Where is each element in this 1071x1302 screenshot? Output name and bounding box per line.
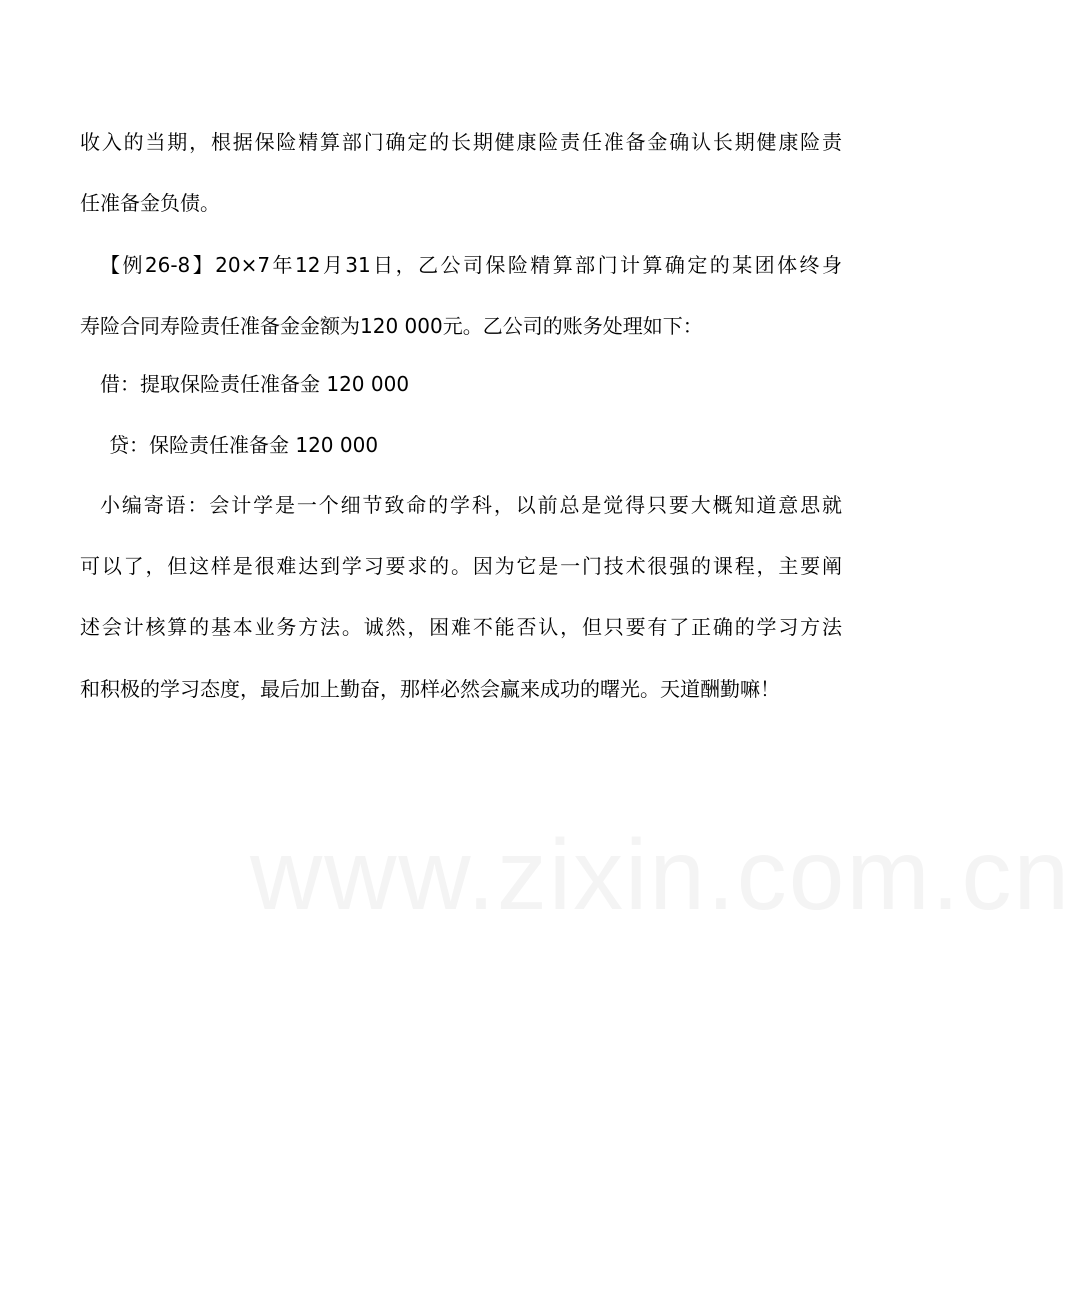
- paragraph-line: 可以了，但这样是很难达到学习要求的。因为它是一门技术很强的课程，主要阐: [80, 554, 842, 578]
- paragraph-line: 和积极的学习态度，最后加上勤奋，那样必然会赢来成功的曙光。天道酬勤嘛！: [80, 677, 780, 701]
- paragraph-line: 收入的当期，根据保险精算部门确定的长期健康险责任准备金确认长期健康险责: [80, 130, 842, 154]
- paragraph-line: 任准备金负债。: [80, 191, 220, 215]
- watermark: www.zixin.com.cn: [250, 819, 1071, 931]
- example-heading-line: 【例26-8】20×7年12月31日，乙公司保险精算部门计算确定的某团体终身: [100, 253, 842, 277]
- paragraph-line: 述会计核算的基本业务方法。诚然，困难不能否认，但只要有了正确的学习方法: [80, 615, 842, 639]
- editor-note-line: 小编寄语：会计学是一个细节致命的学科，以前总是觉得只要大概知道意思就: [100, 493, 842, 517]
- paragraph-line: 寿险合同寿险责任准备金金额为120 000元。乙公司的账务处理如下：: [80, 314, 703, 338]
- debit-entry: 借：提取保险责任准备金 120 000: [100, 372, 410, 396]
- credit-entry: 贷：保险责任准备金 120 000: [109, 433, 379, 457]
